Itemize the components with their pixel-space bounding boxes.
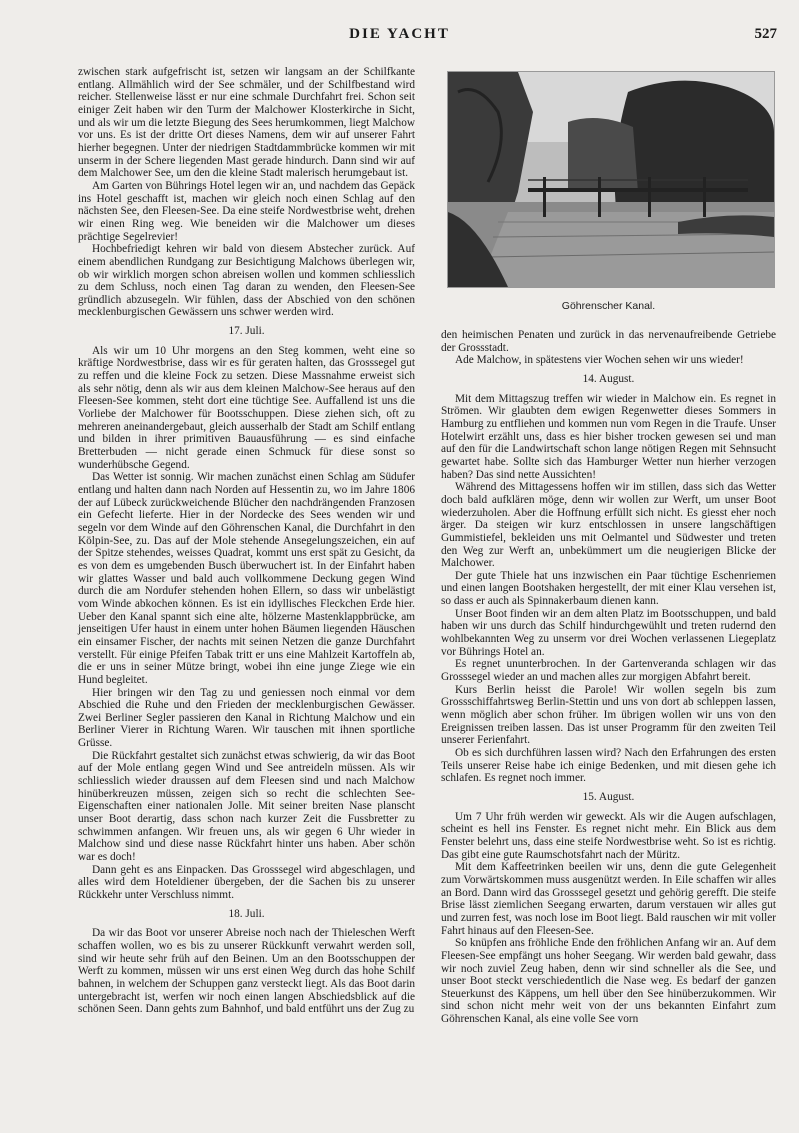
paragraph: Am Garten von Bührings Hotel legen wir an, und nachdem das Gepäck ins Hotel geschafft ist, machen wir gleich noch einen Schlag auf den nächsten See, den Fleesen-See. Da eine steife Nordwestbrise weht, drehen wir einen Ring weg. Wie beneiden wir die Malchower um dieses prächtige Segelrevier! — [78, 179, 415, 243]
page-number: 527 — [754, 26, 777, 42]
paragraph: Dann geht es ans Einpacken. Das Grosssegel wird abgeschlagen, und alles wird dem Hoteldiener übergeben, der die Sachen bis zu unserer Rückkehr unter Verschluss nimmt. — [78, 863, 415, 901]
date-heading: 17. Juli. — [228, 325, 265, 338]
paragraph: Unser Boot finden wir an dem alten Platz im Bootsschuppen, und bald haben wir uns durch das Schilf hindurchgewühlt und treten rudernd den wohlbekannten Weg zu unserm vor drei Wochen verlassenen Liegeplatz vor Bührings Hotel an. — [441, 607, 776, 658]
paragraph: Das Wetter ist sonnig. Wir machen zunächst einen Schlag am Südufer entlang und halten dann nach Norden auf Hessentin zu, wo im Jahre 1806 der auf Lübeck zurückweichende Blücher den nachdrängenden Franzosen ein Gefecht lieferte. Hier in der Nordecke des Sees wenden wir und segeln vor dem Winde auf den Göhrenschen Kanal, die Durchfahrt in den Kölpin-See, zu. Das auf der Mole stehende Ansegelungszeichen, ein auf der Spitze stehendes, weisses Quadrat, kommt uns erst spät zu Gesicht, da es von dem es umgebenden Busch überwuchert ist. In der Einfahrt haben wir glattes Wasser und bald auch vollkommene Deckung gegen Wind durch die am Nordufer stehenden hohen Ellern, so dass wir unbelästigt vom Winde abkochen können. Es ist ein idyllisches Fleckchen Erde hier. Ueber den Kanal spannt sich eine alte, hölzerne Mastenklappbrücke, am jenseitigen Ufer haust in einem unter hohen Bäumen liegenden Häuschen ein einsamer Fischer, der nachts mit seinen Netzen die ganze Durchfahrt verstellt. Für einige Pfeifen Tabak tritt er uns eine Mahlzeit Kartoffeln ab, die er uns in seiner Mütze bringt, wobei ihn eine junge Ziege wie ein Hund begleitet. — [78, 471, 415, 686]
left-column — [78, 66, 415, 1016]
date-heading: 15. August. — [582, 790, 635, 803]
paragraph: Als wir um 10 Uhr morgens an den Steg kommen, weht eine so kräftige Nordwestbrise, dass wir es für geraten halten, das Grosssegel gut zu reffen und die kleine Fock zu setzen. Diese Massnahme erweist sich als sehr nötig, denn als wir aus dem kleinen Malchow-See heraus auf den Fleesen-See kommen, steht dort eine tüchtige See. Auffallend ist uns die Vorliebe der Malchower für Bootsschuppen. Diese ziehen sich, oft zu mehreren aneinandergebaut, gleich ausserhalb der Stadt am Schilf entlang und bilden in ihrer primitiven Bauausführung — es sind einfache Bretterbuden — nicht gerade einen Schmuck für diese sonst so wunderhübsche Gegend. — [78, 344, 415, 471]
magazine-title: DIE YACHT — [349, 26, 450, 42]
paragraph: Ob es sich durchführen lassen wird? Nach den Erfahrungen des ersten Teils unserer Reise habe ich einige Bedenken, und mit diesen gehe ich schlafen. Es regnet noch immer. — [441, 747, 776, 785]
paragraph: So knüpfen ans fröhliche Ende den fröhlichen Anfang wir an. Auf dem Fleesen-See empfängt uns hoher Seegang. Wir werden bald gewahr, dass wir noch zuviel Zeug haben, denn wir sind schneller als die See, und unser Boot steckt verschiedentlich die Nase weg. Es bedarf der ganzen Steuerkunst des Käppens, um hell über den See hinüberzukommen. Wir sind schon nicht mehr weit von der uns bekannten Einfahrt zum Göhrenschen Kanal, als eine volle See vorn — [441, 937, 776, 1026]
paragraph: Der gute Thiele hat uns inzwischen ein Paar tüchtige Eschenriemen und einen langen Bootshaken hergestellt, der mit einer Klau versehen ist, so dass er auch als Spinnakerbaum dienen kann. — [441, 569, 776, 608]
paragraph: Es regnet ununterbrochen. In der Gartenveranda schlagen wir das Grosssegel wieder an und machen alles zur morgigen Abfahrt bereit. — [441, 658, 776, 684]
paragraph: Kurs Berlin heisst die Parole! Wir wollen segeln bis zum Grossschiffahrtsweg Berlin-Stettin und uns von dort ab schleppen lassen, wenn möglich aber schon früher. Im übrigen wollen wir uns von den Ereignissen treiben lassen. Das ist unser Programm für den zweiten Teil unserer Ferienfahrt. — [441, 683, 776, 747]
canal-bridge-image — [448, 72, 774, 287]
paragraph: Um 7 Uhr früh werden wir geweckt. Als wir die Augen aufschlagen, scheint es hell ins Fenster. Es regnet nicht mehr. Ein Blick aus dem Fenster belehrt uns, dass eine steife Nordwestbrise weht. So ist es richtig. Das gibt eine gute Raumschotsfahrt nach der Müritz. — [441, 810, 776, 861]
paragraph: Da wir das Boot vor unserer Abreise noch nach der Thieleschen Werft schaffen wollen, wo es bis zu unserer Rückkunft verwahrt werden soll, sind wir heute sehr früh auf den Beinen. Um an den Bootsschuppen der Werft zu kommen, müssen wir uns erst einen Weg durch das hohe Schilf bahnen, in welchem der Schuppen ganz versteckt liegt. Als das Boot darin untergebracht ist, werfen wir noch einen langen Abschiedsblick auf die schönen Seen. Dann gehts zum Bahnhof, und bald entführt uns der Zug zu — [78, 927, 415, 1016]
date-heading: 18. Juli. — [228, 907, 265, 920]
paragraph: Mit dem Mittagszug treffen wir wieder in Malchow ein. Es regnet in Strömen. Wir glaubten dem ewigen Regenwetter dieses Sommers in Hamburg zu entfliehen und kommen nun vom Regen in die Traufe. Unser Hotelwirt erzählt uns, dass es hier bisher trocken gewesen sei und man auf den für die Landwirtschaft schon lange nötigen Regen mit Sehnsucht gewartet habe. Sollte sich das Hamburger Wetter nun hierher verzogen haben? Das sind nette Aussichten! — [441, 392, 776, 481]
date-heading: 14. August. — [582, 372, 635, 385]
paragraph: den heimischen Penaten und zurück in das nervenaufreibende Getriebe der Grossstadt. — [441, 329, 776, 354]
running-header — [0, 26, 799, 46]
paragraph: Ade Malchow, in spätestens vier Wochen sehen wir uns wieder! — [455, 354, 744, 367]
paragraph: zwischen stark aufgefrischt ist, setzen wir langsam an der Schilfkante entlang. Allmählich wird der See schmäler, und der Schilfbestand wird reicher. Stellenweise lässt er nur eine schmale Durchfahrt frei. Schon seit einiger Zeit haben wir den Turm der Malchower Klosterkirche in Sicht, und als wir um die letzte Biegung des Sees herumkommen, liegt Malchow vor uns. Es ist der dritte Ort dieses Namens, dem wir auf unserer Fahrt hierher begegnen. Unter der niedrigen Stadtdammbrücke kommen wir mit unserm in der Schere liegenden Mast gerade hindurch. Dann sind wir auf dem Malchower See, um den die kleine Stadt malerisch herumgebaut ist. — [78, 66, 415, 180]
canal-photograph — [447, 71, 775, 288]
right-column-text — [441, 329, 776, 1026]
paragraph: Die Rückfahrt gestaltet sich zunächst etwas schwierig, da wir das Boot auf der Mole entlang gegen Wind und See antreideln müssen. Als wir schliesslich wieder draussen auf dem Fleesen sind und nach Malchow hinüberkreuzen müssen, zeigen sich so recht die schlechten See-Eigenschaften einer nationalen Jolle. Mit seiner breiten Nase planscht unser Boot derartig, dass schon nach kurzer Zeit die Fussbretter zu schwimmen anfangen. Wir freuen uns, als wir gegen 6 Uhr wieder in Malchow sind und diese nasse Rückfahrt hinter uns haben. Aber schön war es doch! — [78, 749, 415, 864]
paragraph: Während des Mittagessens hoffen wir im stillen, dass sich das Wetter doch bald aufklären möge, denn wir wollen zur Werft, um unser Boot wiederzuholen. Aber die Hoffnung erfüllt sich nicht. Es giesst eher noch ärger. Da steigen wir kurz entschlossen in unsere langschäftigen Gummistiefel, bekleiden uns mit Oelmantel und Südwester und treten den Weg zur Werft an, unbekümmert um die neugierigen Blicke der Malchower. — [441, 481, 776, 570]
paragraph: Mit dem Kaffeetrinken beeilen wir uns, denn die gute Gelegenheit zum Vorwärtskommen muss ausgenützt werden. In Eile schaffen wir alles an Bord. Dann wird das Grosssegel gesetzt und gehörig gerefft. Die steife Brise lässt ziemlichen Seegang erwarten, darum verstauen wir alles gut und zurren fest, was noch lose im Boot liegt. Bald rauschen wir mit voller Fahrt hinaus auf den Fleesen-See. — [441, 861, 776, 937]
figure-caption: Göhrenscher Kanal. — [561, 300, 656, 312]
paragraph: Hochbefriedigt kehren wir bald von diesem Abstecher zurück. Auf einem abendlichen Rundgang zur Besichtigung Malchows überlegen wir, ob wir wirklich morgen schon abreisen wollen und kommen schliesslich zu dem Schluss, noch einen Tag daran zu wenden, den Fleesen-See gründlich abzusegeln. Wir fühlen, dass der Abschied von den schönen mecklenburgischen Gewässern uns schwer werden wird. — [78, 243, 415, 319]
paragraph: Hier bringen wir den Tag zu und geniessen noch einmal vor dem Abschied die Ruhe und den Frieden der mecklenburgischen Gewässer. Zwei Berliner Segler passieren den Kanal in Richtung Malchow und ein Berliner Vierer in Richtung Waren. Wir tauschen mit ihnen sportliche Grüsse. — [78, 686, 415, 750]
